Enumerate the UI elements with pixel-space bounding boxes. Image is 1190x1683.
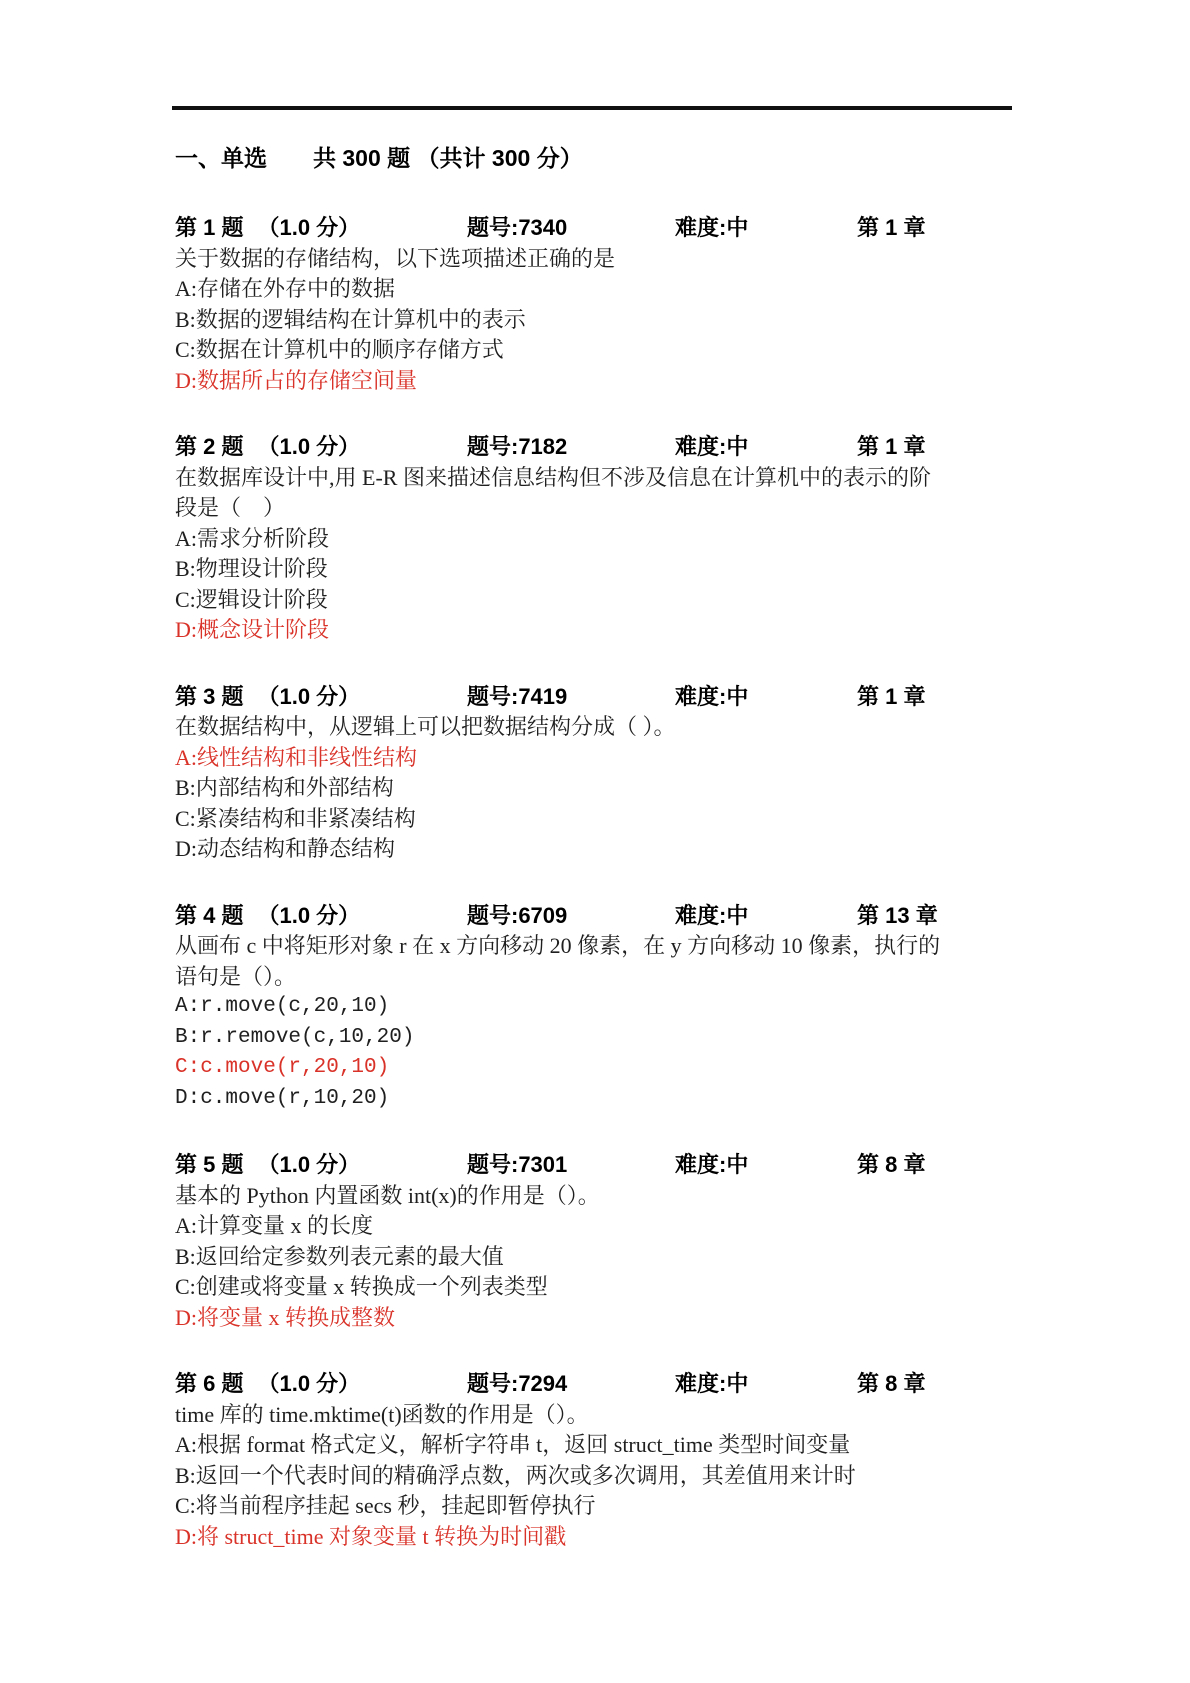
question-header xyxy=(175,1369,1015,1400)
option-A: A:存储在外存中的数据 xyxy=(175,276,396,301)
section-title: 一、单选 共 300 题 （共计 300 分） xyxy=(175,145,583,171)
question-number-score xyxy=(175,1150,467,1181)
question-difficulty: 难度:中 xyxy=(675,434,749,459)
question-text-line: 段是（ ） xyxy=(175,495,286,520)
option-A: A:根据 format 格式定义，解析字符串 t，返回 struct_time 类型时间变量 xyxy=(175,1432,851,1457)
option-B: B:物理设计阶段 xyxy=(175,556,328,581)
question-number: 第 5 题 xyxy=(175,1152,244,1177)
question-text-line: time 库的 time.mktime(t)函数的作用是（）。 xyxy=(175,1401,589,1427)
question-number-score xyxy=(175,682,467,713)
question-header xyxy=(175,432,1015,463)
question-difficulty: 难度:中 xyxy=(675,1371,749,1396)
question-id: 题号:7419 xyxy=(467,683,568,709)
question-text-line: 在数据结构中，从逻辑上可以把数据结构分成（ ）。 xyxy=(175,714,676,739)
question-block-4 xyxy=(175,901,1015,1115)
question-block-6 xyxy=(175,1369,1015,1552)
option-D: D:将 struct_time 对象变量 t 转换为时间戳 xyxy=(175,1523,567,1549)
question-body xyxy=(175,931,1015,1114)
option-B: B:返回一个代表时间的精确浮点数，两次或多次调用，其差值用来计时 xyxy=(175,1462,856,1488)
option-C: C:c.move(r,20,10) xyxy=(175,1056,390,1079)
question-difficulty: 难度:中 xyxy=(675,215,749,240)
option-A: A:线性结构和非线性结构 xyxy=(175,744,418,770)
question-difficulty: 难度:中 xyxy=(675,683,749,709)
question-id: 题号:7182 xyxy=(467,434,568,459)
option-B: B:数据的逻辑结构在计算机中的表示 xyxy=(175,306,526,332)
question-score: （1.0 分） xyxy=(257,215,361,240)
question-block-3 xyxy=(175,682,1015,865)
option-B: B:r.remove(c,10,20) xyxy=(175,1025,415,1049)
question-score: （1.0 分） xyxy=(257,902,361,928)
question-options xyxy=(175,524,1015,646)
question-score: （1.0 分） xyxy=(257,434,361,459)
question-difficulty: 难度:中 xyxy=(675,1152,749,1177)
exam-page-content xyxy=(175,144,1015,1552)
option-D: D:c.move(r,10,20) xyxy=(175,1086,390,1110)
question-text-line: 关于数据的存储结构，以下选项描述正确的是 xyxy=(175,245,616,271)
question-chapter: 第 1 章 xyxy=(857,215,926,240)
question-number-score xyxy=(175,1369,467,1400)
question-number: 第 6 题 xyxy=(175,1371,244,1396)
question-body xyxy=(175,463,1015,646)
option-A: A:需求分析阶段 xyxy=(175,525,330,551)
question-number: 第 4 题 xyxy=(175,902,244,928)
question-header xyxy=(175,901,1015,932)
question-block-5 xyxy=(175,1150,1015,1333)
question-text-line: 从画布 c 中将矩形对象 r 在 x 方向移动 20 像素，在 y 方向移动 10 像素，执行的 xyxy=(175,933,941,958)
top-rule-line xyxy=(172,106,1012,110)
question-difficulty: 难度:中 xyxy=(675,902,749,928)
option-C: C:数据在计算机中的顺序存储方式 xyxy=(175,337,504,362)
question-header xyxy=(175,682,1015,713)
option-A: A:计算变量 x 的长度 xyxy=(175,1213,374,1238)
option-C: C:创建或将变量 x 转换成一个列表类型 xyxy=(175,1274,548,1299)
question-body xyxy=(175,1400,1015,1553)
question-id: 题号:6709 xyxy=(467,902,568,928)
option-C: C:紧凑结构和非紧凑结构 xyxy=(175,805,416,831)
question-header xyxy=(175,213,1015,244)
option-D: D:动态结构和静态结构 xyxy=(175,836,396,861)
question-id: 题号:7340 xyxy=(467,215,568,240)
question-body xyxy=(175,244,1015,397)
option-D: D:将变量 x 转换成整数 xyxy=(175,1304,396,1330)
question-number: 第 1 题 xyxy=(175,215,244,240)
question-block-2 xyxy=(175,432,1015,646)
question-score: （1.0 分） xyxy=(257,1152,361,1177)
question-number-score xyxy=(175,901,467,932)
question-number: 第 3 题 xyxy=(175,683,244,709)
question-id: 题号:7294 xyxy=(467,1371,568,1396)
option-D: D:概念设计阶段 xyxy=(175,617,330,642)
question-chapter: 第 1 章 xyxy=(857,683,926,709)
question-number-score xyxy=(175,213,467,244)
question-header xyxy=(175,1150,1015,1181)
question-body xyxy=(175,712,1015,865)
question-number: 第 2 题 xyxy=(175,434,244,459)
question-chapter: 第 8 章 xyxy=(857,1371,926,1396)
question-number-score xyxy=(175,432,467,463)
question-options xyxy=(175,743,1015,865)
question-id: 题号:7301 xyxy=(467,1152,568,1177)
question-text-line: 基本的 Python 内置函数 int(x)的作用是（）。 xyxy=(175,1182,600,1208)
question-options xyxy=(175,992,1015,1114)
question-block-1 xyxy=(175,213,1015,396)
question-text-line: 语句是（）。 xyxy=(175,963,297,989)
option-B: B:内部结构和外部结构 xyxy=(175,775,394,800)
question-chapter: 第 8 章 xyxy=(857,1152,926,1177)
question-options xyxy=(175,1430,1015,1552)
question-chapter: 第 13 章 xyxy=(857,902,938,928)
option-A: A:r.move(c,20,10) xyxy=(175,995,390,1018)
question-chapter: 第 1 章 xyxy=(857,434,926,459)
question-options xyxy=(175,1211,1015,1333)
question-score: （1.0 分） xyxy=(257,683,361,709)
option-C: C:将当前程序挂起 secs 秒，挂起即暂停执行 xyxy=(175,1493,596,1518)
option-C: C:逻辑设计阶段 xyxy=(175,586,328,612)
option-B: B:返回给定参数列表元素的最大值 xyxy=(175,1243,504,1269)
question-body xyxy=(175,1181,1015,1334)
question-score: （1.0 分） xyxy=(257,1371,361,1396)
option-D: D:数据所占的存储空间量 xyxy=(175,367,418,393)
question-options xyxy=(175,274,1015,396)
question-text-line: 在数据库设计中,用 E-R 图来描述信息结构但不涉及信息在计算机中的表示的阶 xyxy=(175,464,931,490)
